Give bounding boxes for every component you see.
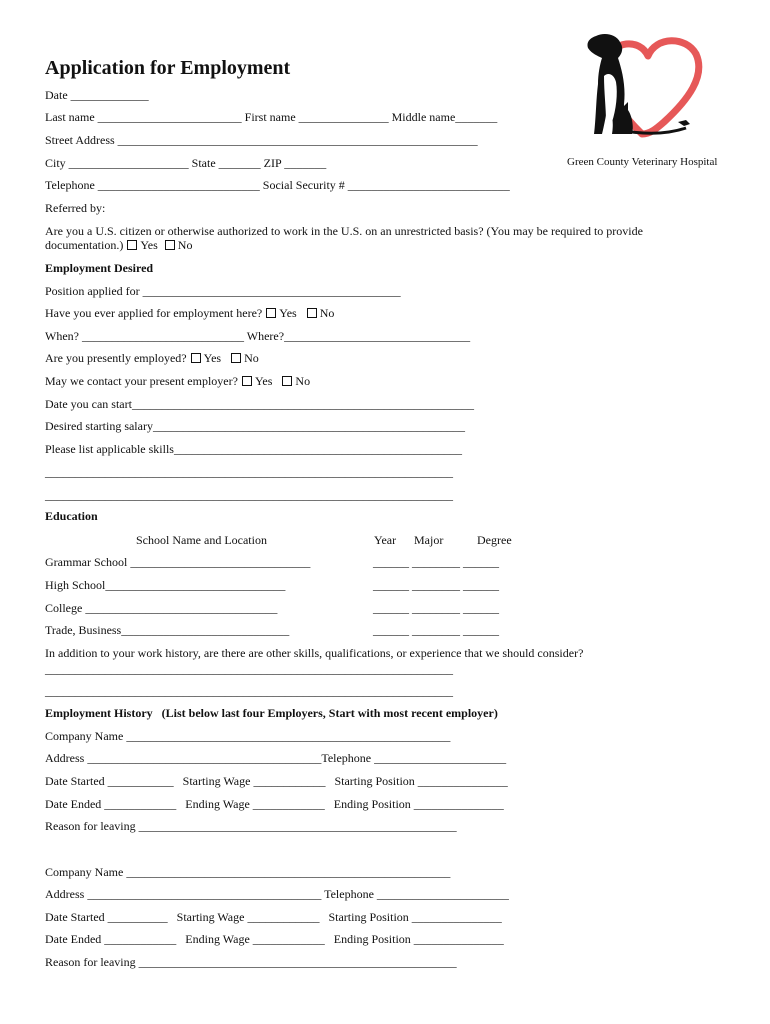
citizen-question: Are you a U.S. citizen or otherwise authorized to work in the U.S. on an unrestricted basis? (You may be required to provide [45,224,643,238]
referred-by-field[interactable]: Referred by: [45,201,106,215]
education-row-fields[interactable]: ______ ________ ______ [373,555,499,569]
skills-blank-line[interactable]: ____________________________________________________________________ [45,465,453,479]
date-started-row[interactable]: Date Started __________ Starting Wage ____________ Starting Position _______________ [45,910,502,924]
education-row-label[interactable]: Trade, Business____________________________ [45,623,290,637]
company-name-field[interactable]: Company Name ______________________________________________________ [45,729,451,743]
checkbox-icon[interactable] [191,353,201,363]
additional-blank-line[interactable]: ____________________________________________________________________ [45,684,453,698]
reason-for-leaving-field[interactable]: Reason for leaving _____________________________________________________ [45,955,457,969]
applied-before-question: Have you ever applied for employment here? [45,306,263,320]
employment-desired-heading: Employment Desired [45,261,154,275]
additional-blank-line[interactable]: ____________________________________________________________________ [45,662,453,676]
col-major-header: Major [414,533,444,547]
checkbox-icon[interactable] [242,376,252,386]
skills-field[interactable]: Please list applicable skills________________________________________________ [45,442,462,456]
checkbox-icon[interactable] [165,240,175,250]
applied-before-row [45,306,334,320]
address-telephone-field[interactable]: Address _______________________________________ Telephone ______________________ [45,887,509,901]
education-row-label[interactable]: Grammar School ______________________________ [45,555,311,569]
street-address-field[interactable]: Street Address ____________________________________________________________ [45,133,478,147]
citizen-question-cont [45,238,192,252]
col-school-header: School Name and Location [136,533,267,547]
contact-employer-row [45,374,310,388]
telephone-ssn-fields[interactable]: Telephone ___________________________ Social Security # ___________________________ [45,178,510,192]
skills-blank-line[interactable]: ____________________________________________________________________ [45,488,453,502]
checkbox-icon[interactable] [127,240,137,250]
date-started-row[interactable]: Date Started ___________ Starting Wage ____________ Starting Position _______________ [45,774,508,788]
when-where-fields[interactable]: When? ___________________________ Where?_______________________________ [45,329,471,343]
date-ended-row[interactable]: Date Ended ____________ Ending Wage ____________ Ending Position _______________ [45,797,504,811]
employment-history-heading: Employment History (List below last four Employers, Start with most recent employer) [45,706,498,720]
date-field[interactable]: Date _____________ [45,88,149,102]
citizen-question-suffix: documentation.) [45,238,124,252]
applied-yes-label: Yes [279,306,297,320]
salary-field[interactable]: Desired starting salary____________________________________________________ [45,419,465,433]
presently-employed-row [45,351,259,365]
citizen-yes-label: Yes [140,238,158,252]
contact-employer-question: May we contact your present employer? [45,374,238,388]
start-date-field[interactable]: Date you can start_________________________________________________________ [45,397,474,411]
contact-no-label: No [295,374,311,388]
additional-skills-question: In addition to your work history, are there are other skills, qualifications, or experience that we should consider? [45,646,584,660]
city-state-zip-fields[interactable]: City ____________________ State _______ ZIP _______ [45,156,327,170]
applied-no-label: No [319,306,335,320]
presently-employed-question: Are you presently employed? [45,351,187,365]
citizen-no-label: No [177,238,193,252]
bird-icon [678,120,690,126]
col-degree-header: Degree [477,533,512,547]
page-title: Application for Employment [45,57,291,79]
dog-cat-heart-logo [578,30,708,145]
education-row-label[interactable]: College ________________________________ [45,601,278,615]
date-ended-row[interactable]: Date Ended ____________ Ending Wage ____________ Ending Position _______________ [45,932,504,946]
employed-yes-label: Yes [203,351,222,365]
checkbox-icon[interactable] [266,308,276,318]
education-heading: Education [45,509,98,523]
company-name-field[interactable]: Company Name ______________________________________________________ [45,865,451,879]
employed-no-label: No [244,351,259,365]
checkbox-icon[interactable] [282,376,292,386]
contact-yes-label: Yes [254,374,273,388]
address-telephone-field[interactable]: Address _______________________________________Telephone ______________________ [45,751,507,765]
education-row-label[interactable]: High School______________________________ [45,578,286,592]
col-year-header: Year [374,533,397,547]
position-field[interactable]: Position applied for ___________________________________________ [45,284,401,298]
education-row-fields[interactable]: ______ ________ ______ [373,623,499,637]
name-fields[interactable]: Last name ________________________ First name _______________ Middle name_______ [45,110,498,124]
hospital-name: Green County Veterinary Hospital [567,156,718,168]
education-row-fields[interactable]: ______ ________ ______ [373,601,499,615]
reason-for-leaving-field[interactable]: Reason for leaving _____________________________________________________ [45,819,457,833]
education-row-fields[interactable]: ______ ________ ______ [373,578,499,592]
checkbox-icon[interactable] [231,353,241,363]
checkbox-icon[interactable] [307,308,317,318]
